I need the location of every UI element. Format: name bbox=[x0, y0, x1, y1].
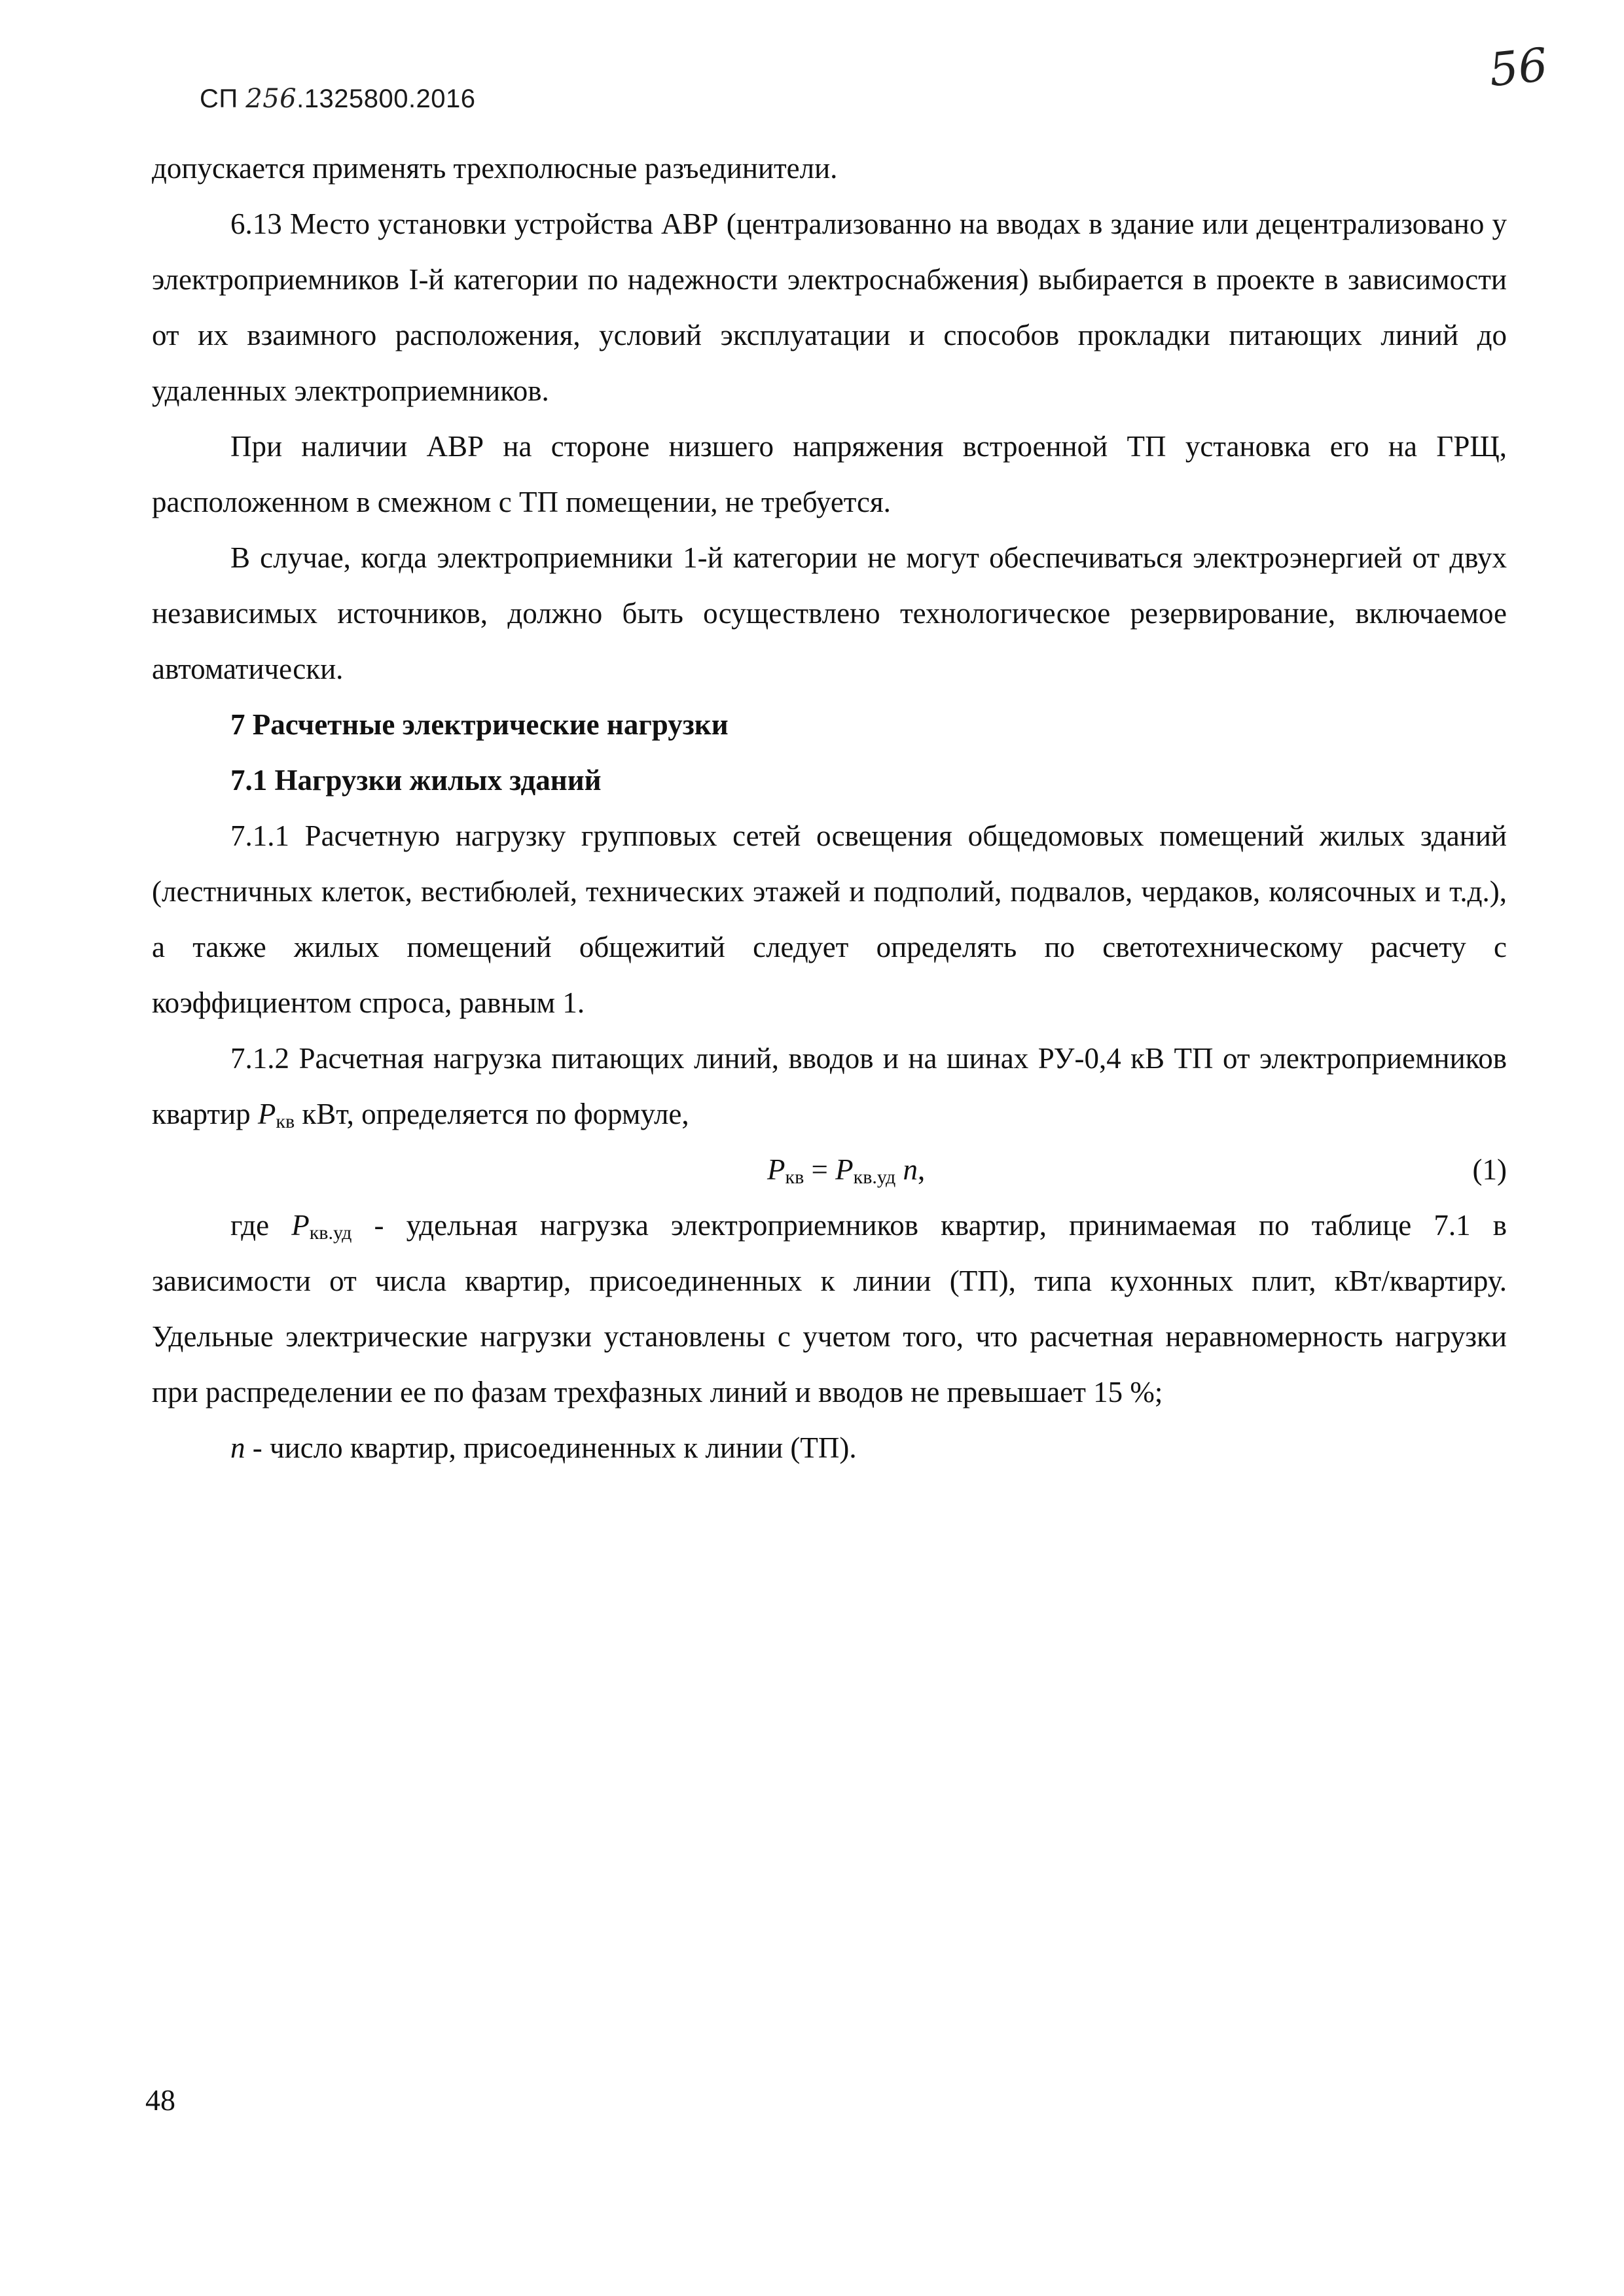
symbol-p: P bbox=[257, 1098, 276, 1130]
where-symbol-p: P bbox=[291, 1209, 310, 1242]
section-heading-7: 7 Расчетные электрические нагрузки bbox=[230, 708, 729, 741]
handwritten-page-mark: 56 bbox=[1486, 37, 1551, 98]
section-heading-7-1: 7.1 Нагрузки жилых зданий bbox=[230, 764, 602, 797]
paragraph-where-n bbox=[152, 1420, 1507, 1476]
formula-1 bbox=[152, 1142, 1507, 1198]
paragraph-7-1-2-text-a: 7.1.2 Расчетная нагрузка питающих линий, вводов и на шинах РУ-0,4 кВ ТП от электроприемников квартир bbox=[152, 1042, 1507, 1130]
where-text-a: где bbox=[230, 1209, 292, 1242]
symbol-subscript: кв bbox=[276, 1111, 295, 1132]
paragraph-6-13: 6.13 Место установки устройства АВР (централизованно на вводах в здание или децентрализовано у электроприемников I-й категории по надежности электроснабжения) выбирается в проекте в зависимости от их взаимного расположения, условий эксплуатации и способов прокладки питающих линий до удаленных электроприемников. bbox=[152, 207, 1507, 407]
where-symbol-subscript: кв.уд bbox=[309, 1222, 352, 1244]
document-body bbox=[152, 141, 1507, 1476]
formula-expression bbox=[767, 1142, 925, 1198]
formula-tail: , bbox=[918, 1153, 926, 1186]
where-symbol-n: n bbox=[230, 1431, 245, 1464]
paragraph-7-1-2 bbox=[152, 1031, 1507, 1142]
paragraph-7-1-2-text-b: кВт, определяется по формуле, bbox=[295, 1098, 689, 1130]
handwritten-code-number: 256 bbox=[245, 84, 297, 114]
where-text-b: - удельная нагрузка электроприемников квартир, принимаемая по таблице 7.1 в зависимости от числа квартир, присоединенных к линии (ТП), типа кухонных плит, кВт/квартиру. Удельные электрические нагрузки установлены с учетом того, что расчетная неравномерность нагрузки при распределении ее по фазам трехфазных линий и вводов не превышает 15 %; bbox=[152, 1209, 1507, 1408]
formula-number: (1) bbox=[1472, 1153, 1507, 1186]
page-number: 48 bbox=[145, 2083, 175, 2117]
document-code bbox=[200, 84, 476, 114]
paragraph-7-1-1: 7.1.1 Расчетную нагрузку групповых сетей освещения общедомовых помещений жилых зданий (лестничных клеток, вестибюлей, технических этажей и подполий, подвалов, чердаков, колясочных и т.д.), а также жилых помещений общежитий следует определять по светотехническому расчету с коэффициентом спроса, равным 1. bbox=[152, 819, 1507, 1019]
formula-rhs-subscript: кв.уд bbox=[853, 1166, 896, 1188]
paragraph-continuation: допускается применять трехполюсные разъединители. bbox=[152, 152, 838, 185]
formula-rhs-variable: n bbox=[895, 1153, 918, 1186]
formula-equals: = bbox=[804, 1153, 836, 1186]
paragraph-avr-note: При наличии АВР на стороне низшего напряжения встроенной ТП установка его на ГРЩ, расположенном в смежном с ТП помещении, не требуется. bbox=[152, 430, 1507, 518]
paragraph-where-p-specific bbox=[152, 1198, 1507, 1420]
document-code-prefix: СП bbox=[200, 84, 246, 113]
document-code-suffix: .1325800.2016 bbox=[297, 84, 476, 113]
formula-lhs-subscript: кв bbox=[785, 1166, 804, 1188]
formula-rhs-symbol: P bbox=[835, 1153, 854, 1186]
paragraph-reservation: В случае, когда электроприемники 1-й категории не могут обеспечиваться электроэнергией от двух независимых источников, должно быть осуществлено технологическое резервирование, включаемое автоматически. bbox=[152, 541, 1507, 685]
formula-lhs-symbol: P bbox=[767, 1153, 785, 1186]
where-n-text: - число квартир, присоединенных к линии (ТП). bbox=[245, 1431, 857, 1464]
